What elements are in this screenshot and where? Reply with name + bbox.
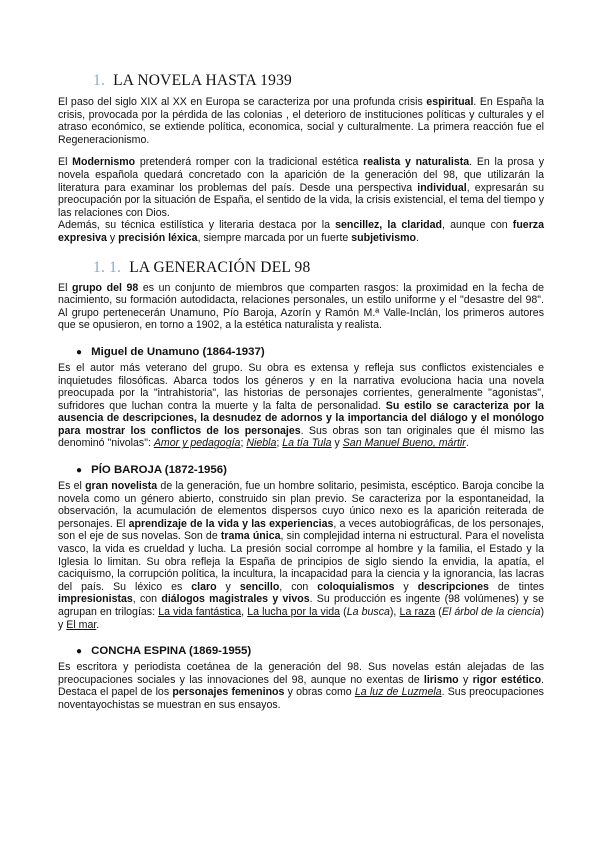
text-run: sencillez, [335, 219, 383, 232]
text-run: pretenderá romper con la tradicional estética [135, 156, 364, 169]
text-run: Además, su técnica estilística y literaria destaca por la [58, 219, 336, 232]
style-paragraph [58, 219, 544, 244]
text-run: El [58, 281, 73, 294]
text-run: diálogos magistrales y vivos [161, 593, 310, 606]
text-run: La busca [346, 606, 390, 618]
text-run: la claridad [387, 219, 442, 232]
text-run: , con [132, 593, 162, 606]
baroja-paragraph [58, 480, 544, 631]
bullet-icon: ● [76, 465, 83, 477]
document-page [58, 72, 544, 712]
text-run: Amor y pedagogía [153, 437, 241, 450]
text-run: espiritual [426, 96, 474, 108]
text-run: Niebla [246, 437, 277, 450]
unamuno-title: Miguel de Unamuno (1864-1937) [91, 345, 265, 358]
text-run: de la generación, fue un hombre solitario, pesimista, escéptico. Baroja concibe la novela como un género abierto, construido sin plan previo. Se caracteriza por la espontaneidad, la observación, la acumulación de elementos dispersos cuyo único nexo es la aparición reiterada de personajes. El [58, 480, 545, 530]
modernismo-paragraph [58, 156, 544, 219]
text-run: fuerza expresiva [58, 219, 544, 244]
text-run: , a veces autobiográficas, de los personajes, son el eje de sus novelas. Son de [58, 517, 545, 543]
text-run: de tintes [488, 580, 545, 593]
text-run: trama única [220, 530, 281, 543]
text-run: . Sus preocupaciones noventayochistas se muestran en sus ensayos. [58, 686, 544, 711]
subsection-number: 1. 1. [93, 258, 122, 276]
bullet-icon: ● [76, 346, 83, 358]
text-run: individual [417, 181, 467, 194]
text-run: . [416, 231, 419, 244]
text-run: . [465, 437, 469, 450]
espina-title: CONCHA ESPINA (1869-1955) [91, 645, 252, 658]
text-run: y [331, 437, 343, 450]
text-run: La raza [399, 606, 436, 618]
text-run: . Su producción es ingente (98 volúmenes) y se agrupan en trilogías: [58, 593, 544, 618]
baroja-title: PÍO BAROJA (1872-1956) [91, 464, 227, 477]
text-run: . Sus obras son tan originales que él mismo las denominó "nivolas": [58, 424, 544, 450]
section-heading [93, 72, 544, 90]
text-run: , [241, 606, 248, 618]
text-run: coloquialismos [317, 580, 395, 593]
subsection-title: LA GENERACIÓN DEL 98 [129, 258, 311, 276]
espina-heading [76, 645, 544, 657]
text-run: ( [435, 606, 442, 618]
text-run: Es el autor más veterano del grupo. Su obra es extensa y refleja sus conflictos existenciales e inquietudes filosóficas. Abarca todos los géneros y en la narrativa evoluciona hacia una novela preocupada por la "intrahistoria", las historias de personajes corrientes, generalmente "agonistas", sufridores que luchan contra la muerte y la falta de personalidad. [58, 361, 544, 412]
text-run: ), [389, 606, 400, 618]
espina-paragraph [58, 661, 544, 711]
text-run: , aunque con [441, 219, 513, 232]
text-run: personajes femeninos [172, 686, 285, 699]
text-run: grupo del 98 [72, 281, 139, 294]
unamuno-paragraph [58, 362, 544, 450]
text-run: ; [276, 437, 283, 450]
text-run: Su estilo se caracteriza por la ausencia de descripciones, la desnudez de adornos y la importancia del diálogo y el monólogo para mostrar los conflictos de los personajes [58, 399, 544, 437]
subsection-heading [93, 259, 544, 277]
section-number: 1. [93, 72, 106, 89]
text-run: lirismo [423, 673, 459, 686]
text-run: , siempre marcada por un fuerte [197, 231, 352, 244]
text-run: El árbol de la ciencia [441, 606, 541, 618]
text-run: . Destaca el papel de los [58, 673, 544, 699]
text-run: , sin complejidad interna ni estructural. Para el novelista vasco, la vida es crueldad y lucha. La presión social corrompe al hombre y la familia, el Estado y la Iglesia lo limitan. Su obra refleja la España de principios de siglo siendo la envidia, la apatía, el caciquismo, la corrupción política, la incultura, la incapacidad para la ciencia y la ignorancia, las lacras del país. Su léxico es [58, 530, 544, 593]
text-run: El paso del siglo XIX al XX en Europa se caracteriza por una profunda crisis [58, 96, 427, 108]
text-run: . En España la crisis, provocada por la pérdida de las colonias , el deterioro de instituciones políticas y culturales y el atraso económico, se extiende política, economica, social y culturalmente. La primera reacción fue el Regeneracionismo. [58, 96, 545, 146]
text-run: . [96, 618, 100, 631]
text-run: es un conjunto de miembros que comparten rasgos: la proximidad en la fecha de nacimiento, su formación autodidacta, relaciones personales, un estilo uniforme y el "desastre del 98". Al grupo pertenecerán Unamuno, Pío Baroja, Azorín y Ramón M.ª Valle-Inclán, los primeros autores que se opusieron, en torno a 1902, a la estética naturalista y realista. [58, 281, 544, 332]
text-run: y [216, 580, 240, 593]
text-run: realista y naturalista [363, 156, 470, 169]
baroja-heading [76, 464, 544, 476]
text-run: aprendizaje de la vida y las experiencias [128, 517, 334, 530]
text-run: y [394, 580, 418, 593]
text-run: ( [339, 606, 347, 618]
text-run: San Manuel Bueno, mártir [342, 437, 466, 450]
intro-paragraph [58, 96, 544, 146]
text-run: La tía Tula [282, 437, 332, 450]
text-run: y [458, 673, 473, 686]
grupo-paragraph [58, 282, 544, 332]
text-run: El mar [66, 618, 97, 631]
bullet-icon: ● [76, 646, 83, 658]
text-run: y obras como [284, 686, 355, 699]
text-run: Modernismo [72, 156, 136, 169]
text-run: claro [191, 580, 217, 593]
unamuno-heading [76, 346, 544, 358]
text-run: sencillo [239, 580, 280, 593]
text-run: El [58, 156, 73, 169]
text-run: impresionistas [58, 593, 133, 606]
text-run: , expresarán su preocupación por la situación de España, el sentido de la vida, la crisis existencial, el tema del tiempo y las relaciones con Dios. [58, 181, 544, 219]
text-run: . En la prosa y novela española quedará concretado con la aparición de la generación del 98, que utilizarán la literatura para examinar los problemas del país. Desde una perspectiva [58, 156, 544, 194]
text-run: descripciones [417, 580, 489, 593]
text-run: La vida fantástica [158, 606, 242, 618]
text-run: y [106, 231, 119, 244]
text-run: gran novelista [85, 480, 158, 493]
text-run: La luz de Luzmela [354, 686, 442, 699]
text-run: La lucha por la vida [247, 606, 340, 618]
text-run: , con [279, 580, 318, 593]
section-title: LA NOVELA HASTA 1939 [113, 72, 292, 89]
text-run: Es el [58, 480, 86, 493]
text-run: ; [240, 437, 247, 450]
text-run: rigor estético [472, 673, 542, 686]
text-run: subjetivismo [351, 231, 417, 244]
text-run: Es escritora y periodista coetánea de la generación del 98. Sus novelas están alejadas de las preocupaciones sociales y las innovaciones del 98, aunque no exentas de [58, 661, 544, 686]
text-run: precisión léxica [118, 231, 198, 244]
text-run: ) y [58, 606, 544, 631]
